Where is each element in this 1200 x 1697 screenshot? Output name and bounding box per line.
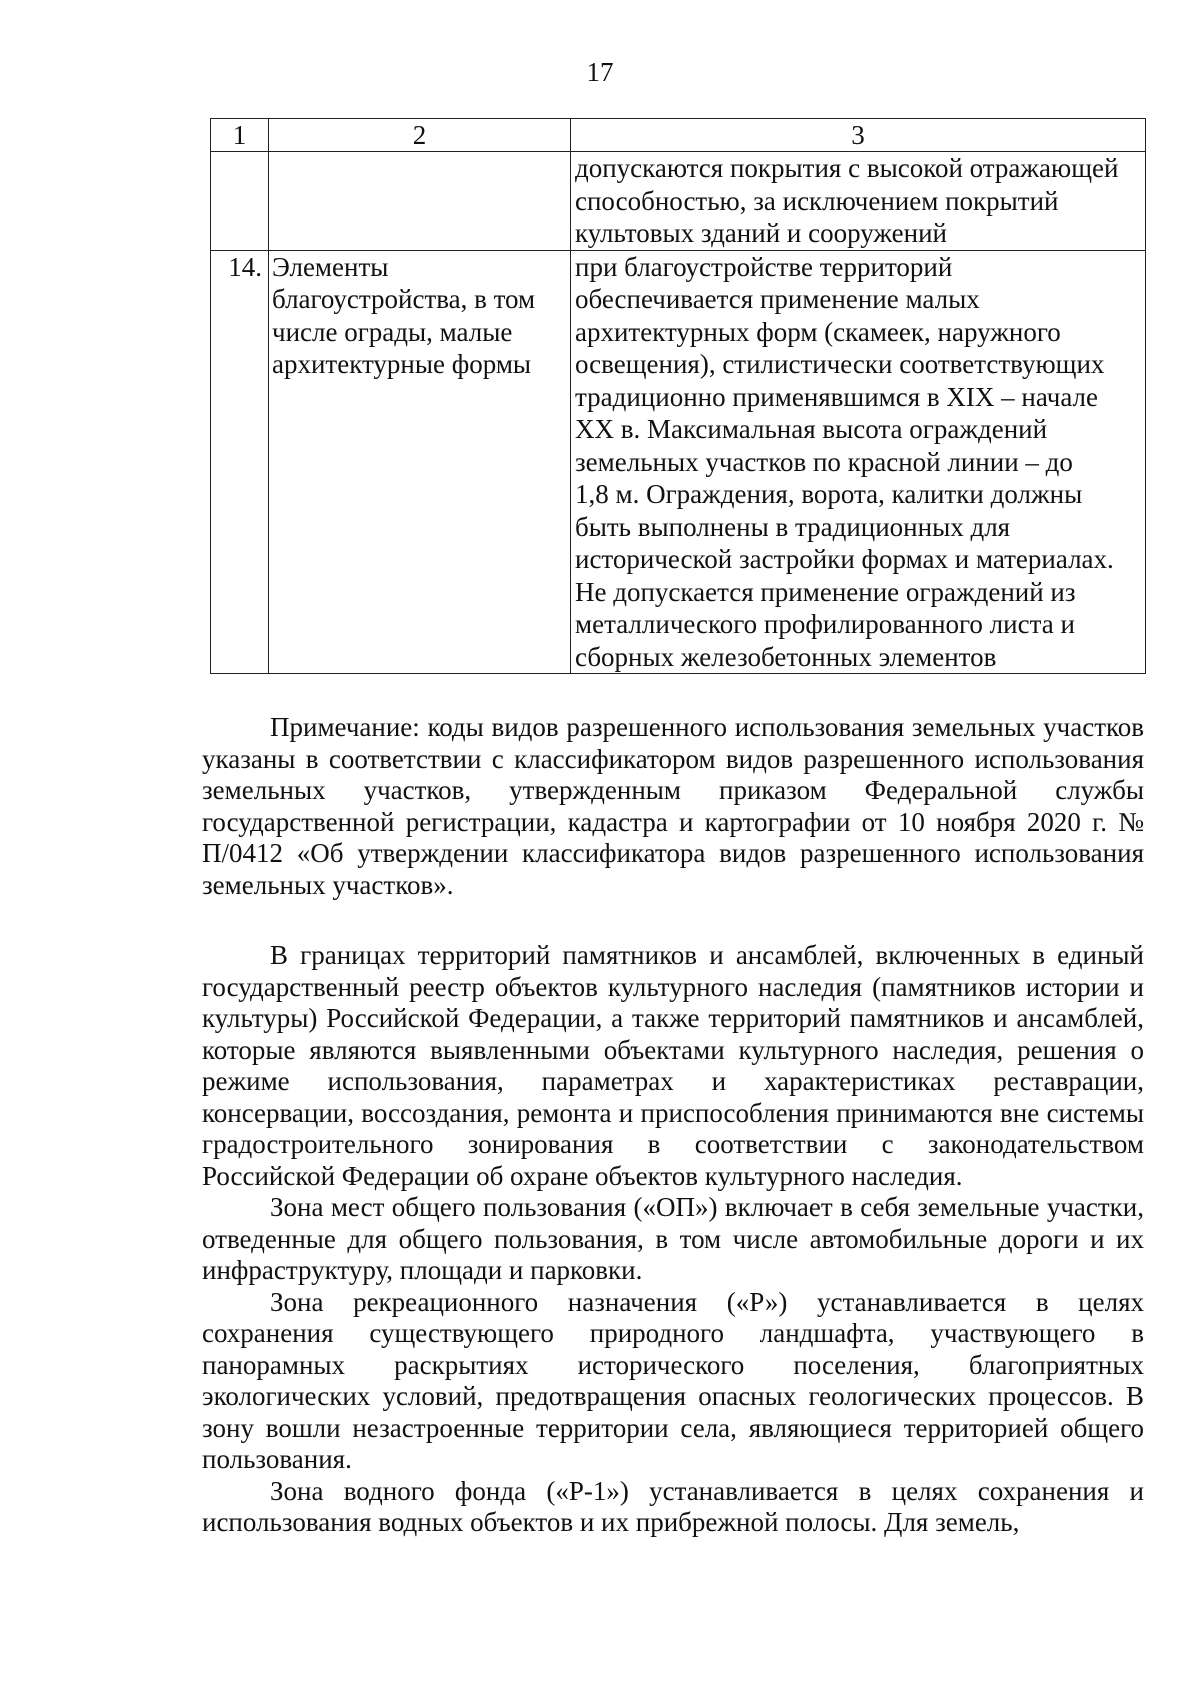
description-line: освещения), стилистически соответствующих [575,349,1105,379]
description-line: металлического профилированного листа и [575,609,1075,639]
regulations-table [210,118,1146,674]
name-line: благоустройства, в том [272,284,536,314]
body-text [202,940,1144,1539]
description-line: Не допускается применение ограждений из [575,576,1076,607]
row-number [211,152,269,251]
description-line: сборных железобетонных элементов [575,641,997,672]
table-row [211,250,1146,674]
name-line: числе ограды, малые [272,316,513,347]
row-number: 14. [211,250,269,674]
description-line: быть выполнены в традиционных для [575,511,1011,542]
note-block [202,712,1144,901]
note-paragraph: Примечание: коды видов разрешенного использования земельных участков указаны в соответствии с классификатором видов разрешенного использования земельных участков, утвержденным приказом Федеральной службы государственной регистрации, кадастра и картографии от 10 ноября 2020 г. № П/0412 «Об утверждении классификатора видов разрешенного использования земельных участков». [202,712,1144,900]
header-col-2: 2 [269,119,571,152]
description-line: земельных участков по красной линии – до [575,446,1073,477]
description-line: допускаются покрытия с высокой отражающей [575,153,1119,183]
row-name [269,152,571,251]
body-paragraph: В границах территорий памятников и ансамблей, включенных в единый государственный реестр объектов культурного наследия (памятников истории и культуры) Российской Федерации, а также территорий памятников и ансамблей, которые являются выявленными объектами культурного наследия, решения о режиме использования, параметрах и характеристиках реставрации, консервации, воссоздания, ремонта и приспособления принимаются вне системы градостроительного зонирования в соответствии с законодательством Российской Федерации об охране объектов культурного наследия. [202,940,1144,1191]
name-line: Элементы [272,251,389,282]
description-line: традиционно применявшимся в XIX – начале [575,381,1099,412]
body-paragraph: Зона водного фонда («Р-1») устанавливается в целях сохранения и использования водных объектов и их прибрежной полосы. Для земель, [202,1475,1144,1537]
header-col-3: 3 [571,119,1146,152]
description-line: исторической застройки формах и материалах. [575,544,1114,574]
table-header-row [211,119,1146,152]
page-number: 17 [586,57,614,87]
description-line: при благоустройстве территорий [575,251,953,282]
header-col-1: 1 [211,119,269,152]
description-line: архитектурных форм (скамеек, наружного [575,316,1061,347]
description-line: 1,8 м. Ограждения, ворота, калитки должны [575,479,1083,509]
name-line: архитектурные формы [272,349,532,379]
row-description [571,250,1146,674]
table-row [211,152,1146,251]
row-description [571,152,1146,251]
body-paragraph: Зона мест общего пользования («ОП») включает в себя земельные участки, отведенные для общего пользования, в том числе автомобильные дороги и их инфраструктуру, площади и парковки. [202,1192,1144,1285]
description-line: культовых зданий и сооружений [575,218,947,248]
body-paragraph: Зона рекреационного назначения («Р») устанавливается в целях сохранения существующего природного ландшафта, участвующего в панорамных раскрытиях исторического поселения, благоприятных экологических условий, предотвращения опасных геологических процессов. В зону вошли незастроенные территории села, являющиеся территорией общего пользования. [202,1286,1144,1474]
row-name [269,250,571,674]
description-line: способностью, за исключением покрытий [575,185,1059,216]
description-line: XX в. Максимальная высота ограждений [575,414,1048,444]
description-line: обеспечивается применение малых [575,284,980,314]
